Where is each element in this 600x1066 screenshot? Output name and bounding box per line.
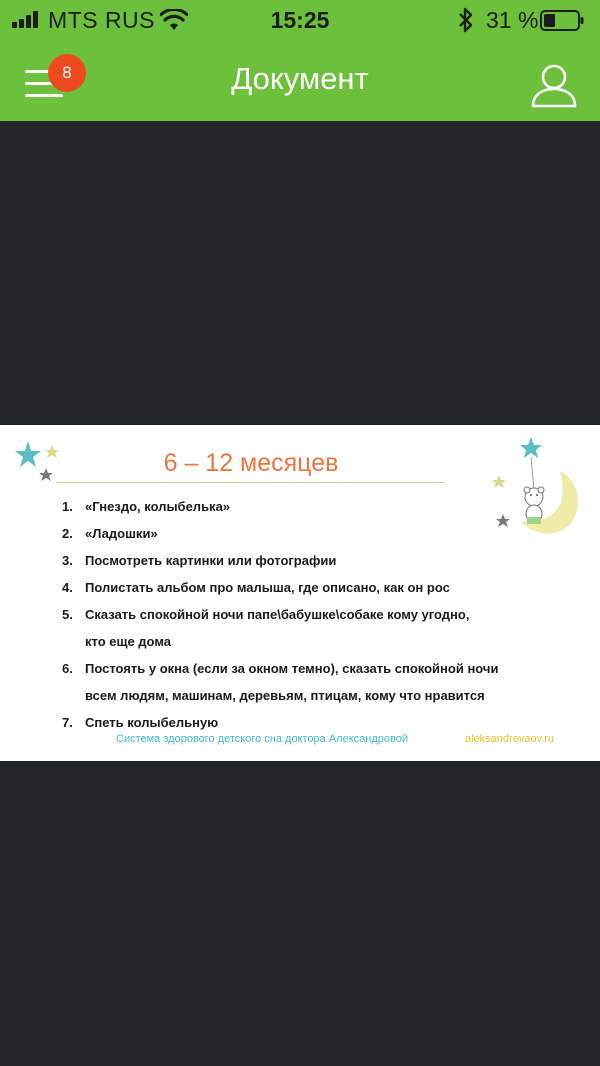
status-bar [0, 0, 600, 40]
list-item: 4. Полистать альбом про малыша, где описано, как он рос [62, 580, 450, 595]
list-item: 1. «Гнездо, колыбелька» [62, 499, 231, 514]
bluetooth-icon [457, 6, 475, 34]
page-title: Документ [231, 61, 369, 96]
user-icon[interactable] [530, 62, 578, 108]
footer-website-link[interactable]: aleksandrovaov.ru [465, 733, 555, 745]
list-item: 3. Посмотреть картинки или фотографии [62, 553, 337, 568]
activity-list [62, 493, 532, 736]
list-item: 6. Постоять у окна (если за окном темно), сказать спокойной ночи всем людям, машинам, деревьям, птицам, кому что нравится [62, 661, 499, 703]
battery-icon [540, 10, 584, 31]
document-page[interactable] [0, 425, 600, 761]
battery-percent: 31 % [486, 7, 539, 33]
menu-badge: 8 [48, 54, 86, 92]
list-item: 5. Сказать спокойной ночи папе\бабушке\собаке кому угодно, кто еще дома [62, 607, 470, 649]
footer-system-name: Система здорового детского сна доктора Александровой [116, 733, 408, 745]
app-header [0, 0, 600, 121]
heading-divider [56, 482, 444, 483]
carrier-label: MTS RUS [48, 7, 155, 33]
list-item: 7. Спеть колыбельную [62, 715, 219, 730]
status-time: 15:25 [270, 7, 330, 33]
list-item: 2. «Ладошки» [62, 526, 158, 541]
document-heading: 6 – 12 месяцев [163, 449, 339, 477]
